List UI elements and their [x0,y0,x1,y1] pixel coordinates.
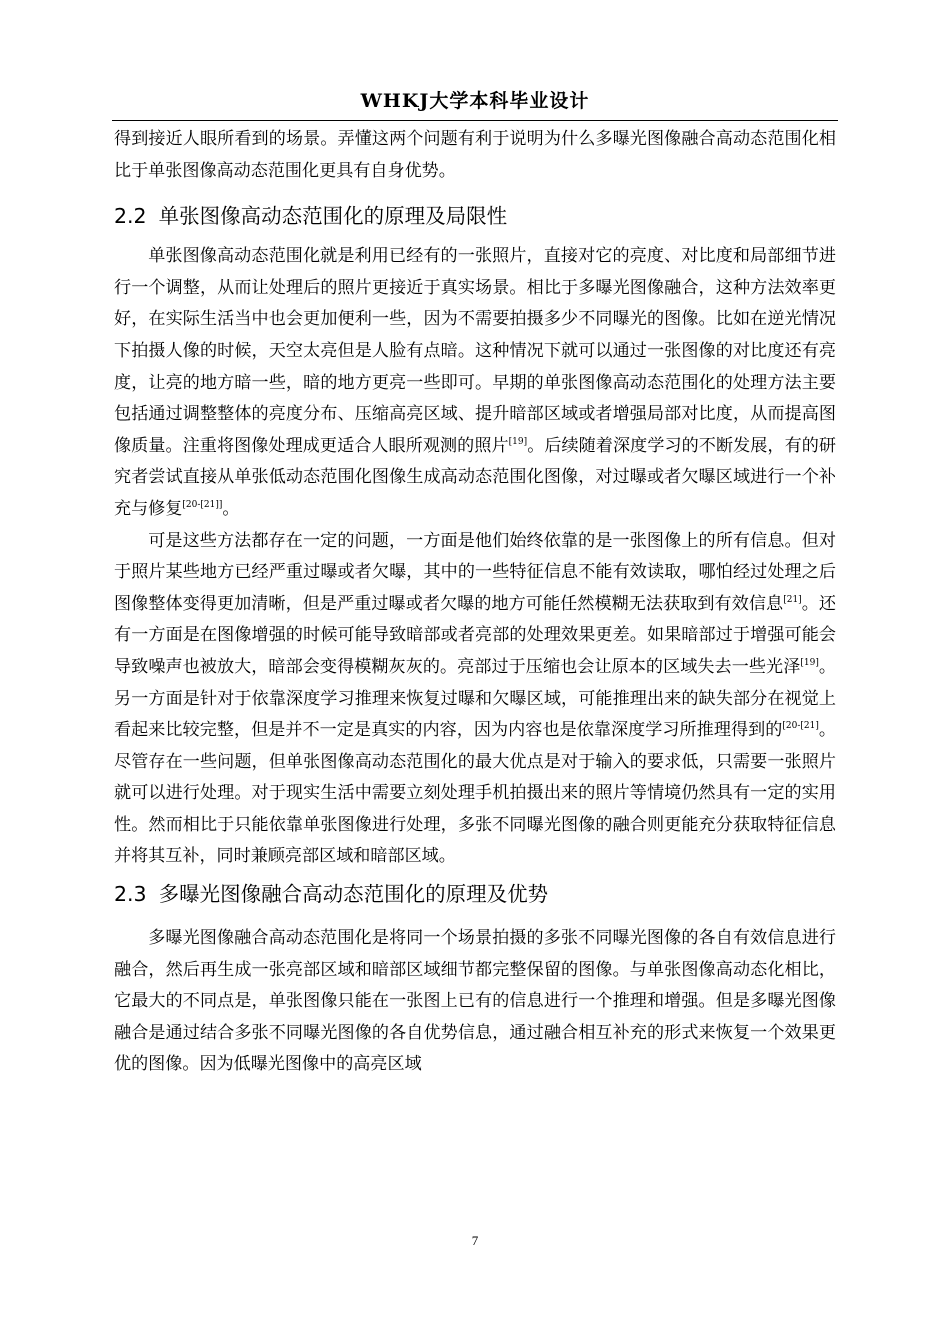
citation: [19] [800,657,819,668]
paragraph [114,526,836,874]
running-header: WHKJ大学本科毕业设计 [360,90,590,112]
paragraph-text: 。后续随着深度学习的不断发展，有的研究者尝试直接从单张低动态范围化图像生成高动态范围化图像，对过曝或者欠曝区域进行一个补充与修复 [114,435,836,519]
citation: [20-[21]] [182,499,223,510]
citation: [21] [783,594,802,605]
paragraph: 多曝光图像融合高动态范围化是将同一个场景拍摄的多张不同曝光图像的各自有效信息进行融合，然后再生成一张亮部区域和暗部区域细节都完整保留的图像。与单张图像高动态化相比，它最大的不同点是，单张图像只能在一张图上已有的信息进行一个推理和增强。但是多曝光图像融合是通过结合多张不同曝光图像的各自优势信息，通过融合相互补充的形式来恢复一个效果更优的图像。因为低曝光图像中的高亮区域 [114,928,836,1075]
paragraph-text: 。尽管存在一些问题，但单张图像高动态范围化的最大优点是对于输入的要求低，只需要一张照片就可以进行处理。对于现实生活中需要立刻处理手机拍摄出来的照片等情境仍然具有一定的实用性。然而相比于只能依靠单张图像进行处理，多张不同曝光图像的融合则更能充分获取特征信息并将其互补，同时兼顾亮部区域和暗部区域。 [114,720,836,867]
header-rule [112,120,838,121]
paragraph-text: 单张图像高动态范围化就是利用已经有的一张照片，直接对它的亮度、对比度和局部细节进行一个调整，从而让处理后的照片更接近于真实场景。相比于多曝光图像融合，这种方法效率更好，在实际生活当中也会更加便利一些，因为不需要拍摄多少不同曝光的图像。比如在逆光情况下拍摄人像的时候，天空太亮但是人脸有点暗。这种情况下就可以通过一张图像的对比度还有亮度，让亮的地方暗一些，暗的地方更亮一些即可。早期的单张图像高动态范围化的处理方法主要包括通过调整整体的亮度分布、压缩高亮区域、提升暗部区域或者增强局部对比度，从而提高图像质量。注重将图像处理成更适合人眼所观测的照片 [114,246,836,456]
paragraph [114,241,836,525]
citation: [19] [508,436,528,447]
paragraph-continuation: 得到接近人眼所看到的场景。弄懂这两个问题有利于说明为什么多曝光图像融合高动态范围化相比于单张图像高动态范围化更具有自身优势。 [114,129,836,181]
paragraph-text: 。 [222,498,240,519]
section-title: 多曝光图像融合高动态范围化的原理及优势 [158,882,549,907]
paragraph-text: 可是这些方法都存在一定的问题，一方面是他们始终依靠的是一张图像上的所有信息。但对于照片某些地方已经严重过曝或者欠曝，其中的一些特征信息不能有效读取，哪怕经过处理之后图像整体变得更加清晰，但是严重过曝或者欠曝的地方可能任然模糊无法获取到有效信息 [114,530,836,614]
section-number: 2.3 [114,882,147,907]
section-title: 单张图像高动态范围化的原理及局限性 [158,204,508,229]
page-body [114,124,836,1081]
section-number: 2.2 [114,204,147,229]
paragraph-text: 。另一方面是针对于依靠深度学习推理来恢复过曝和欠曝区域，可能推理出来的缺失部分在视觉上看起来比较完整，但是并不一定是真实的内容，因为内容也是依靠深度学习所推理得到的 [114,656,837,741]
section-heading-2-3 [114,879,836,909]
citation: [20-[21] [782,721,819,732]
page-number: 7 [471,1233,479,1248]
section-heading-2-2 [114,201,836,231]
paragraph-text: 。还有一方面是在图像增强的时候可能导致暗部或者亮部的处理效果更差。如果暗部过于增强可能会导致噪声也被放大，暗部会变得模糊灰灰的。亮部过于压缩也会让原本的区域失去一些光泽 [114,593,837,677]
